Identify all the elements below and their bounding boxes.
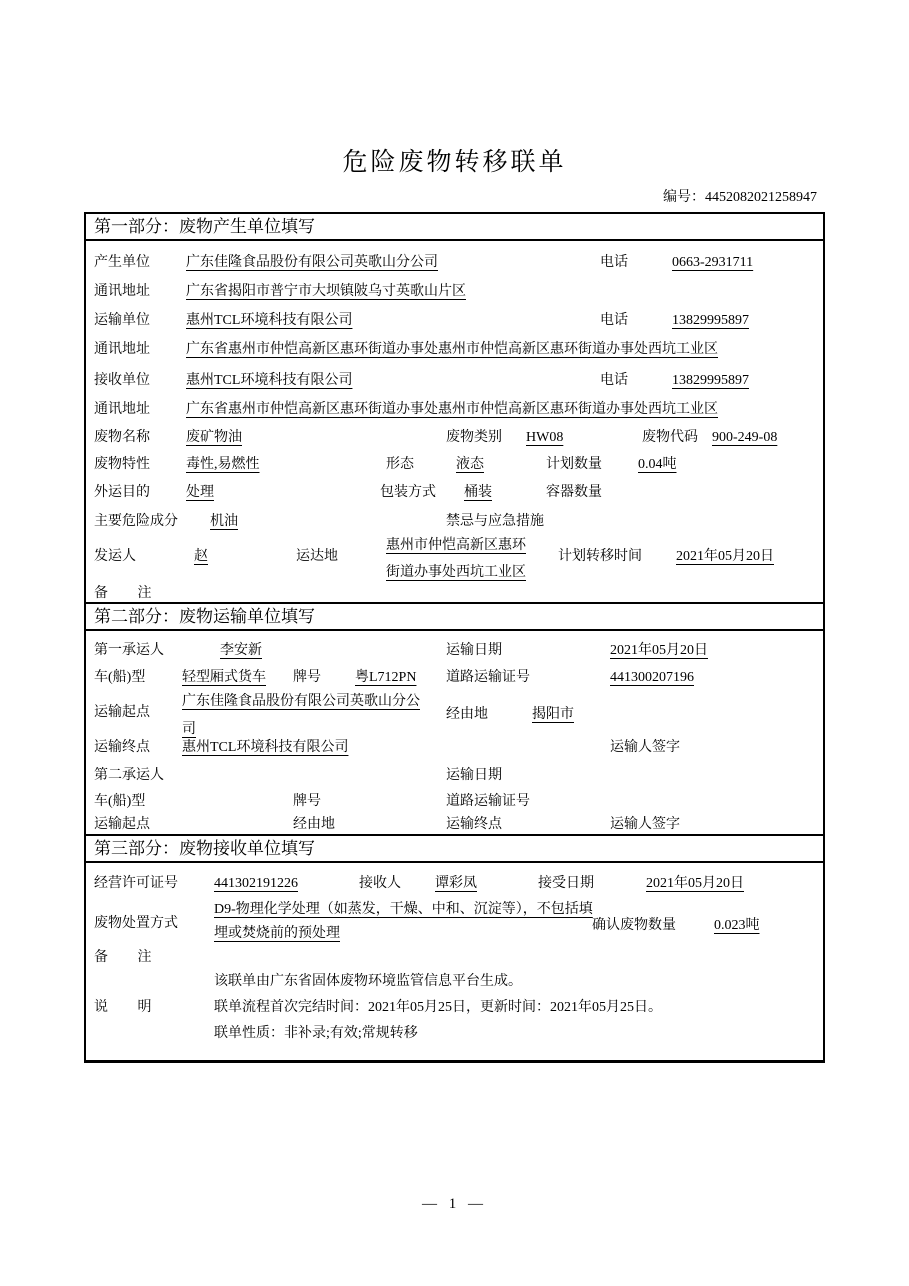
field-label: 车(船)型 [94,670,146,685]
field-label: 运输终点 [94,740,150,755]
field-value: 桶装 [464,485,492,500]
field-label: 运输日期 [446,643,502,658]
field-value: 0.023吨 [714,918,760,933]
field-label: 备 注 [94,950,152,965]
field-value: 李安新 [220,643,262,658]
row-transporter [86,310,823,332]
row-note [86,971,823,1049]
field-label: 牌号 [293,794,321,809]
field-label: 道路运输证号 [446,670,530,685]
field-value: 惠州TCL环境科技有限公司 [186,313,353,328]
document-number-label: 编号： [663,190,705,205]
note-line: 联单流程首次完结时间：2021年05月25日，更新时间：2021年05月25日。 [214,1000,662,1015]
field-label: 废物处置方式 [94,916,178,931]
document-number [663,186,817,206]
row-vehicle2 [86,791,823,813]
row-license [86,873,823,895]
field-label: 运输起点 [94,817,150,832]
page-number: — 1 — [422,1196,487,1212]
field-value: 441302191226 [214,876,298,891]
field-value: 毒性,易燃性 [186,457,260,472]
field-label: 通讯地址 [94,342,150,357]
row-origin2 [86,814,823,836]
field-label: 电话 [600,313,628,328]
field-label: 经营许可证号 [94,876,178,891]
field-label: 运输终点 [446,817,502,832]
field-value: HW08 [526,430,564,445]
field-value: 13829995897 [672,373,749,388]
field-label: 禁忌与应急措施 [446,514,544,529]
row-carrier1 [86,640,823,662]
field-label: 计划数量 [546,457,602,472]
field-label: 废物代码 [642,430,698,445]
row-vehicle1 [86,667,823,689]
field-value: 广东省揭阳市普宁市大坝镇陂乌寸英歌山片区 [186,284,466,299]
field-label: 第二承运人 [94,768,164,783]
field-label: 废物特性 [94,457,150,472]
row-terminus1 [86,737,823,759]
row-transporter-address [86,339,823,361]
field-label: 道路运输证号 [446,794,530,809]
field-value: 揭阳市 [532,707,574,722]
row-waste-property [86,454,823,476]
field-label: 运输单位 [94,313,150,328]
field-label: 经由地 [446,707,488,722]
field-label: 说 明 [94,1000,152,1015]
manifest-table [84,212,825,1063]
document-title: 危险废物转移联单 [342,149,567,176]
field-value: 900-249-08 [712,430,778,445]
row-carrier2 [86,765,823,787]
field-label: 第一承运人 [94,643,164,658]
field-label: 通讯地址 [94,284,150,299]
field-label: 发运人 [94,549,136,564]
field-label: 运输起点 [94,705,150,720]
row-receiver [86,370,823,392]
row-purpose [86,482,823,504]
field-value: 谭彩凤 [435,876,477,891]
field-label: 运达地 [296,549,338,564]
field-label: 运输人签字 [610,817,680,832]
field-value: 惠州TCL环境科技有限公司 [186,373,353,388]
field-value: 惠州市仲恺高新区惠环街道办事处西坑工业区 [386,538,526,580]
field-value: 液态 [456,457,484,472]
field-value: 0663-2931711 [672,255,754,270]
field-value: 广东省惠州市仲恺高新区惠环街道办事处惠州市仲恺高新区惠环街道办事处西坑工业区 [186,402,718,417]
field-label: 确认废物数量 [592,918,676,933]
field-label: 包装方式 [380,485,436,500]
field-value: 2021年05月20日 [610,643,708,658]
field-value: 粤L712PN [355,670,417,685]
field-value: 广东佳隆食品股份有限公司英歌山分公司 [186,255,438,270]
field-label: 形态 [386,457,414,472]
field-label: 接收单位 [94,373,150,388]
field-label: 运输人签字 [610,740,680,755]
field-label: 废物名称 [94,430,150,445]
row-remark-part3 [86,947,823,969]
field-label: 接受日期 [538,876,594,891]
field-label: 通讯地址 [94,402,150,417]
field-label: 废物类别 [446,430,502,445]
field-value: 废矿物油 [186,430,242,445]
field-value: 441300207196 [610,670,694,685]
row-disposal [86,898,823,950]
field-value: 广东省惠州市仲恺高新区惠环街道办事处惠州市仲恺高新区惠环街道办事处西坑工业区 [186,342,718,357]
field-value: 广东佳隆食品股份有限公司英歌山分公司 [182,694,420,737]
field-value: 13829995897 [672,313,749,328]
field-label: 经由地 [293,817,335,832]
section2-header: 第二部分：废物运输单位填写 [86,602,823,631]
section3-header: 第三部分：废物接收单位填写 [86,834,823,863]
field-value: 赵 [194,549,208,564]
field-value: 0.04吨 [638,457,677,472]
field-label: 计划转移时间 [558,549,642,564]
field-label: 产生单位 [94,255,150,270]
field-label: 运输日期 [446,768,502,783]
field-label: 容器数量 [546,485,602,500]
row-origin1 [86,688,823,744]
field-label: 车(船)型 [94,794,146,809]
field-value: 机油 [210,514,238,529]
row-consignor [86,532,823,588]
row-hazard-component [86,511,823,533]
field-label: 外运目的 [94,485,150,500]
note-line: 联单性质：非补录;有效;常规转移 [214,1026,418,1041]
row-waste-name [86,427,823,449]
field-label: 接收人 [359,876,401,891]
section1-header: 第一部分：废物产生单位填写 [86,214,823,241]
field-value: D9-物理化学处理（如蒸发，干燥、中和、沉淀等），不包括填埋或焚烧前的预处理 [214,902,593,941]
field-value: 轻型厢式货车 [182,670,266,685]
field-label: 电话 [600,373,628,388]
field-value: 处理 [186,485,214,500]
field-label: 主要危险成分 [94,514,178,529]
field-label: 电话 [600,255,628,270]
row-receiver-address [86,399,823,421]
row-producer [86,252,823,274]
field-label: 备 注 [94,586,152,601]
field-label: 牌号 [293,670,321,685]
field-value: 2021年05月20日 [646,876,744,891]
row-producer-address [86,281,823,303]
field-value: 2021年05月20日 [676,549,774,564]
note-line: 该联单由广东省固体废物环境监管信息平台生成。 [214,974,522,989]
document-number-value: 4452082021258947 [705,190,817,205]
field-value: 惠州TCL环境科技有限公司 [182,740,349,755]
